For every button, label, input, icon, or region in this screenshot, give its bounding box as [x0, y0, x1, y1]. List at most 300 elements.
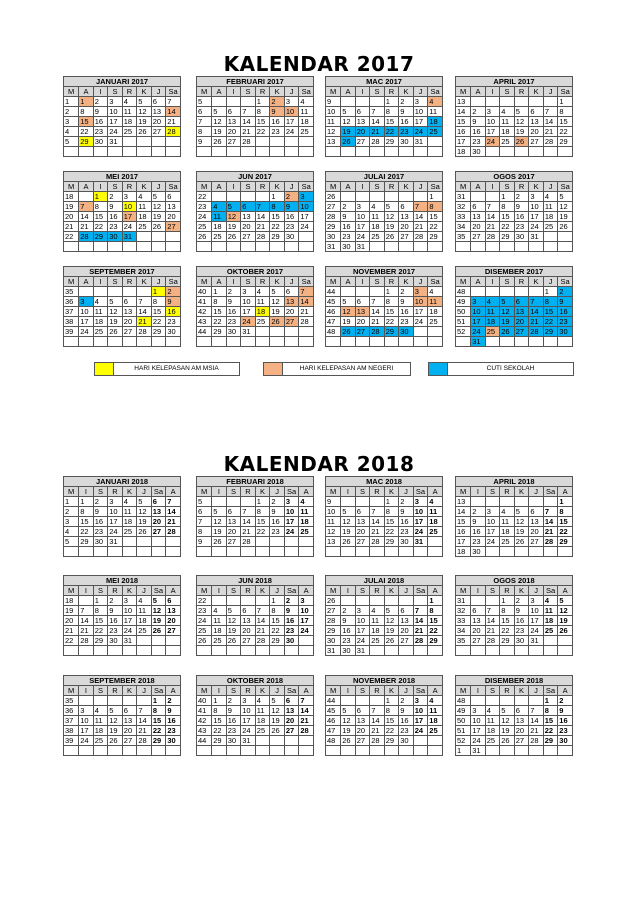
weekday-header: A [166, 686, 181, 696]
day-cell: 10 [355, 212, 370, 222]
day-cell: 19 [270, 307, 285, 317]
day-cell: 9 [558, 706, 573, 716]
day-cell: 12 [514, 117, 529, 127]
day-cell: 24 [108, 527, 123, 537]
day-cell: 20 [166, 616, 181, 626]
day-cell [241, 192, 256, 202]
day-cell [93, 287, 108, 297]
day-cell: 15 [558, 117, 573, 127]
day-cell: 11 [370, 212, 385, 222]
day-cell: 1 [151, 287, 166, 297]
week-number: 47 [326, 317, 341, 327]
week-number: 2 [64, 107, 79, 117]
day-cell: 11 [500, 117, 515, 127]
weekday-header: M [456, 686, 471, 696]
week-number: 4 [64, 527, 79, 537]
weekday-header: J [284, 87, 299, 97]
day-cell [428, 746, 443, 756]
weekday-header: A [299, 686, 314, 696]
day-cell: 14 [166, 507, 181, 517]
day-cell: 21 [370, 127, 385, 137]
week-number: 39 [64, 327, 79, 337]
weekday-header: M [456, 586, 471, 596]
day-cell [137, 547, 152, 557]
day-cell: 5 [341, 297, 356, 307]
day-cell: 4 [543, 596, 558, 606]
day-cell [384, 547, 399, 557]
day-cell: 24 [471, 327, 486, 337]
day-cell: 7 [413, 606, 428, 616]
day-cell: 27 [471, 232, 486, 242]
week-number: 39 [64, 736, 79, 746]
day-cell: 13 [355, 716, 370, 726]
month-name: NOVEMBER 2017 [326, 267, 443, 277]
day-cell: 19 [558, 616, 573, 626]
week-number: 27 [326, 202, 341, 212]
day-cell [108, 147, 123, 157]
day-cell: 19 [151, 212, 166, 222]
day-cell: 18 [370, 222, 385, 232]
week-number: 35 [456, 232, 471, 242]
day-cell: 11 [485, 307, 500, 317]
day-cell: 26 [226, 636, 241, 646]
month-name: JULAI 2017 [326, 172, 443, 182]
day-cell [471, 596, 486, 606]
day-cell: 2 [270, 97, 285, 107]
day-cell: 24 [355, 232, 370, 242]
day-cell: 28 [166, 127, 181, 137]
day-cell: 23 [399, 317, 414, 327]
weekday-header: J [151, 87, 166, 97]
day-cell: 27 [514, 327, 529, 337]
day-cell: 26 [341, 736, 356, 746]
week-number: 34 [456, 626, 471, 636]
day-cell [370, 696, 385, 706]
weekday-header: I [212, 487, 227, 497]
weekday-header: S [485, 586, 500, 596]
weekday-header: A [428, 686, 443, 696]
week-number: 35 [64, 287, 79, 297]
day-cell [428, 537, 443, 547]
day-cell: 5 [341, 507, 356, 517]
month-table [196, 171, 314, 252]
day-cell: 25 [500, 137, 515, 147]
day-cell: 7 [255, 606, 270, 616]
weekday-header: I [341, 686, 356, 696]
day-cell: 25 [255, 317, 270, 327]
weekday-header: Sa [299, 277, 314, 287]
day-cell: 5 [384, 202, 399, 212]
day-cell [212, 497, 227, 507]
day-cell [485, 497, 500, 507]
day-cell: 29 [500, 636, 515, 646]
week-number: 42 [197, 307, 212, 317]
day-cell: 27 [399, 232, 414, 242]
day-cell [212, 192, 227, 202]
day-cell: 18 [122, 517, 137, 527]
day-cell: 1 [558, 497, 573, 507]
day-cell: 15 [543, 307, 558, 317]
day-cell [370, 746, 385, 756]
day-cell: 9 [341, 616, 356, 626]
week-number: 21 [64, 222, 79, 232]
day-cell [428, 736, 443, 746]
week-number: 11 [326, 117, 341, 127]
month-name: MEI 2018 [64, 576, 181, 586]
day-cell: 3 [485, 107, 500, 117]
day-cell: 11 [370, 616, 385, 626]
month-name: FEBRUARI 2018 [197, 477, 314, 487]
weekday-header: K [529, 182, 544, 192]
day-cell: 15 [270, 616, 285, 626]
weekday-header: I [79, 586, 94, 596]
weekday-header: S [370, 277, 385, 287]
weekday-header: M [326, 87, 341, 97]
weekday-header: I [93, 277, 108, 287]
day-cell: 15 [255, 117, 270, 127]
weekday-header: J [137, 686, 152, 696]
weekday-header: I [485, 87, 500, 97]
day-cell: 18 [299, 517, 314, 527]
day-cell: 1 [270, 596, 285, 606]
day-cell: 27 [122, 327, 137, 337]
day-cell [543, 636, 558, 646]
week-number: 17 [456, 137, 471, 147]
day-cell [355, 596, 370, 606]
day-cell: 21 [137, 317, 152, 327]
day-cell: 1 [384, 497, 399, 507]
day-cell [137, 537, 152, 547]
day-cell: 27 [226, 137, 241, 147]
day-cell: 28 [529, 327, 544, 337]
week-number: 40 [197, 287, 212, 297]
day-cell: 4 [93, 297, 108, 307]
day-cell: 29 [558, 137, 573, 147]
day-cell: 14 [255, 212, 270, 222]
day-cell: 29 [212, 736, 227, 746]
day-cell: 13 [514, 307, 529, 317]
weekday-header: A [79, 182, 94, 192]
week-number: 31 [326, 646, 341, 656]
day-cell: 7 [485, 202, 500, 212]
day-cell: 5 [212, 507, 227, 517]
day-cell [370, 97, 385, 107]
day-cell: 18 [485, 317, 500, 327]
day-cell: 20 [471, 626, 486, 636]
day-cell: 9 [341, 212, 356, 222]
week-number: 18 [64, 596, 79, 606]
weekday-header: R [500, 487, 515, 497]
day-cell: 21 [166, 117, 181, 127]
weekday-header: K [122, 586, 137, 596]
day-cell: 2 [108, 596, 123, 606]
day-cell: 17 [413, 307, 428, 317]
day-cell: 3 [241, 696, 256, 706]
day-cell: 10 [284, 107, 299, 117]
day-cell: 28 [543, 537, 558, 547]
day-cell [270, 137, 285, 147]
day-cell [471, 497, 486, 507]
day-cell [341, 337, 356, 347]
day-cell: 24 [413, 726, 428, 736]
day-cell [558, 242, 573, 252]
day-cell: 1 [79, 97, 94, 107]
day-cell: 9 [226, 297, 241, 307]
weekday-header: I [485, 277, 500, 287]
day-cell: 9 [399, 107, 414, 117]
day-cell: 18 [543, 212, 558, 222]
day-cell [108, 696, 123, 706]
week-number: 9 [326, 497, 341, 507]
week-number: 46 [326, 307, 341, 317]
day-cell: 4 [137, 596, 152, 606]
week-number: 19 [64, 202, 79, 212]
day-cell: 19 [226, 222, 241, 232]
day-cell: 2 [166, 287, 181, 297]
day-cell [255, 137, 270, 147]
day-cell: 13 [399, 212, 414, 222]
day-cell: 14 [370, 517, 385, 527]
day-cell: 9 [471, 517, 486, 527]
week-number: 1 [64, 497, 79, 507]
day-cell: 14 [370, 307, 385, 317]
weekday-header: Sa [543, 586, 558, 596]
weekday-header: J [529, 487, 544, 497]
week-number: 41 [197, 706, 212, 716]
day-cell: 16 [166, 307, 181, 317]
week-number: 51 [456, 317, 471, 327]
day-cell: 3 [471, 297, 486, 307]
day-cell: 26 [151, 222, 166, 232]
day-cell: 6 [122, 706, 137, 716]
day-cell: 17 [108, 517, 123, 527]
weekday-header: J [270, 487, 285, 497]
day-cell [485, 696, 500, 706]
week-number [326, 746, 341, 756]
day-cell: 16 [399, 117, 414, 127]
month-name: JUN 2018 [197, 576, 314, 586]
day-cell: 16 [514, 616, 529, 626]
day-cell [151, 242, 166, 252]
day-cell: 6 [241, 606, 256, 616]
week-number [64, 242, 79, 252]
day-cell: 11 [428, 507, 443, 517]
day-cell: 5 [226, 202, 241, 212]
day-cell [355, 696, 370, 706]
day-cell: 23 [558, 726, 573, 736]
week-number: 9 [197, 137, 212, 147]
day-cell: 14 [543, 117, 558, 127]
day-cell: 23 [558, 317, 573, 327]
day-cell: 23 [514, 626, 529, 636]
day-cell: 3 [241, 287, 256, 297]
day-cell: 8 [93, 606, 108, 616]
day-cell: 14 [299, 297, 314, 307]
day-cell: 23 [108, 222, 123, 232]
day-cell: 13 [355, 117, 370, 127]
day-cell [226, 746, 241, 756]
day-cell: 16 [341, 222, 356, 232]
day-cell: 12 [500, 716, 515, 726]
day-cell [399, 547, 414, 557]
day-cell [122, 287, 137, 297]
day-cell [270, 547, 285, 557]
day-cell [428, 242, 443, 252]
day-cell: 8 [79, 107, 94, 117]
day-cell: 3 [529, 596, 544, 606]
weekday-header: I [79, 487, 94, 497]
weekday-header: K [399, 277, 414, 287]
day-cell: 7 [370, 107, 385, 117]
weekday-header: R [384, 182, 399, 192]
day-cell: 10 [284, 507, 299, 517]
day-cell [529, 242, 544, 252]
week-number: 41 [197, 297, 212, 307]
day-cell: 18 [212, 222, 227, 232]
day-cell [299, 537, 314, 547]
day-cell: 2 [108, 192, 123, 202]
day-cell: 4 [299, 97, 314, 107]
day-cell: 4 [137, 192, 152, 202]
weekday-header: M [456, 87, 471, 97]
day-cell: 31 [122, 636, 137, 646]
day-cell: 24 [413, 527, 428, 537]
week-number: 52 [456, 327, 471, 337]
day-cell: 19 [151, 616, 166, 626]
weekday-header: M [456, 182, 471, 192]
day-cell [270, 337, 285, 347]
week-number: 44 [326, 287, 341, 297]
week-number: 45 [326, 706, 341, 716]
day-cell: 20 [226, 127, 241, 137]
day-cell: 12 [151, 606, 166, 616]
day-cell: 3 [413, 497, 428, 507]
week-number: 45 [326, 297, 341, 307]
day-cell: 8 [384, 107, 399, 117]
day-cell: 16 [284, 212, 299, 222]
week-number: 49 [456, 297, 471, 307]
weekday-header: A [428, 586, 443, 596]
weekday-header: K [270, 277, 285, 287]
weekday-header: R [514, 277, 529, 287]
weekday-header: S [355, 487, 370, 497]
day-cell [485, 337, 500, 347]
day-cell [299, 232, 314, 242]
weekday-header: J [151, 182, 166, 192]
day-cell [241, 497, 256, 507]
week-number: 32 [456, 606, 471, 616]
week-number [64, 547, 79, 557]
day-cell: 7 [370, 507, 385, 517]
day-cell: 22 [428, 222, 443, 232]
day-cell: 13 [166, 606, 181, 616]
day-cell: 9 [514, 606, 529, 616]
day-cell: 24 [284, 527, 299, 537]
day-cell: 17 [79, 726, 94, 736]
day-cell: 18 [428, 117, 443, 127]
day-cell: 10 [241, 297, 256, 307]
day-cell [299, 137, 314, 147]
day-cell: 24 [108, 127, 123, 137]
day-cell: 5 [500, 706, 515, 716]
weekday-header: I [471, 686, 486, 696]
day-cell: 17 [485, 527, 500, 537]
day-cell: 10 [122, 202, 137, 212]
week-number: 31 [326, 242, 341, 252]
weekday-header: S [485, 686, 500, 696]
weekday-header: M [197, 277, 212, 287]
day-cell: 27 [226, 537, 241, 547]
day-cell: 4 [428, 497, 443, 507]
day-cell: 11 [137, 606, 152, 616]
day-cell: 18 [122, 117, 137, 127]
week-number [197, 547, 212, 557]
day-cell [284, 337, 299, 347]
day-cell: 6 [355, 297, 370, 307]
day-cell: 23 [108, 626, 123, 636]
day-cell [122, 696, 137, 706]
day-cell: 2 [284, 192, 299, 202]
day-cell [122, 537, 137, 547]
day-cell [284, 646, 299, 656]
day-cell: 22 [384, 127, 399, 137]
month-name: APRIL 2017 [456, 77, 573, 87]
day-cell: 4 [93, 706, 108, 716]
day-cell: 7 [299, 696, 314, 706]
week-number: 44 [197, 736, 212, 746]
day-cell: 15 [543, 716, 558, 726]
week-number: 46 [326, 716, 341, 726]
day-cell: 1 [79, 497, 94, 507]
day-cell: 24 [79, 327, 94, 337]
day-cell [413, 327, 428, 337]
day-cell: 20 [122, 726, 137, 736]
weekday-header: S [226, 686, 241, 696]
day-cell: 5 [270, 696, 285, 706]
day-cell: 3 [355, 606, 370, 616]
day-cell: 6 [355, 507, 370, 517]
week-number: 51 [456, 726, 471, 736]
weekday-header: K [137, 87, 152, 97]
week-number: 22 [197, 596, 212, 606]
day-cell [166, 337, 181, 347]
day-cell: 9 [108, 606, 123, 616]
day-cell: 2 [166, 696, 181, 706]
day-cell: 28 [241, 137, 256, 147]
day-cell: 3 [122, 192, 137, 202]
week-number: 10 [326, 507, 341, 517]
day-cell: 13 [122, 307, 137, 317]
day-cell [514, 97, 529, 107]
day-cell: 2 [399, 497, 414, 507]
weekday-header: I [355, 87, 370, 97]
day-cell: 16 [166, 716, 181, 726]
day-cell: 1 [384, 696, 399, 706]
weekday-header: Sa [166, 87, 181, 97]
day-cell [413, 192, 428, 202]
weekday-header: R [370, 487, 385, 497]
day-cell [355, 97, 370, 107]
day-cell: 8 [543, 706, 558, 716]
day-cell: 26 [151, 626, 166, 636]
day-cell: 18 [137, 616, 152, 626]
week-number: 52 [456, 736, 471, 746]
month-table [455, 575, 573, 656]
day-cell: 11 [485, 716, 500, 726]
weekday-header: K [384, 686, 399, 696]
day-cell: 16 [471, 527, 486, 537]
day-cell: 19 [384, 222, 399, 232]
